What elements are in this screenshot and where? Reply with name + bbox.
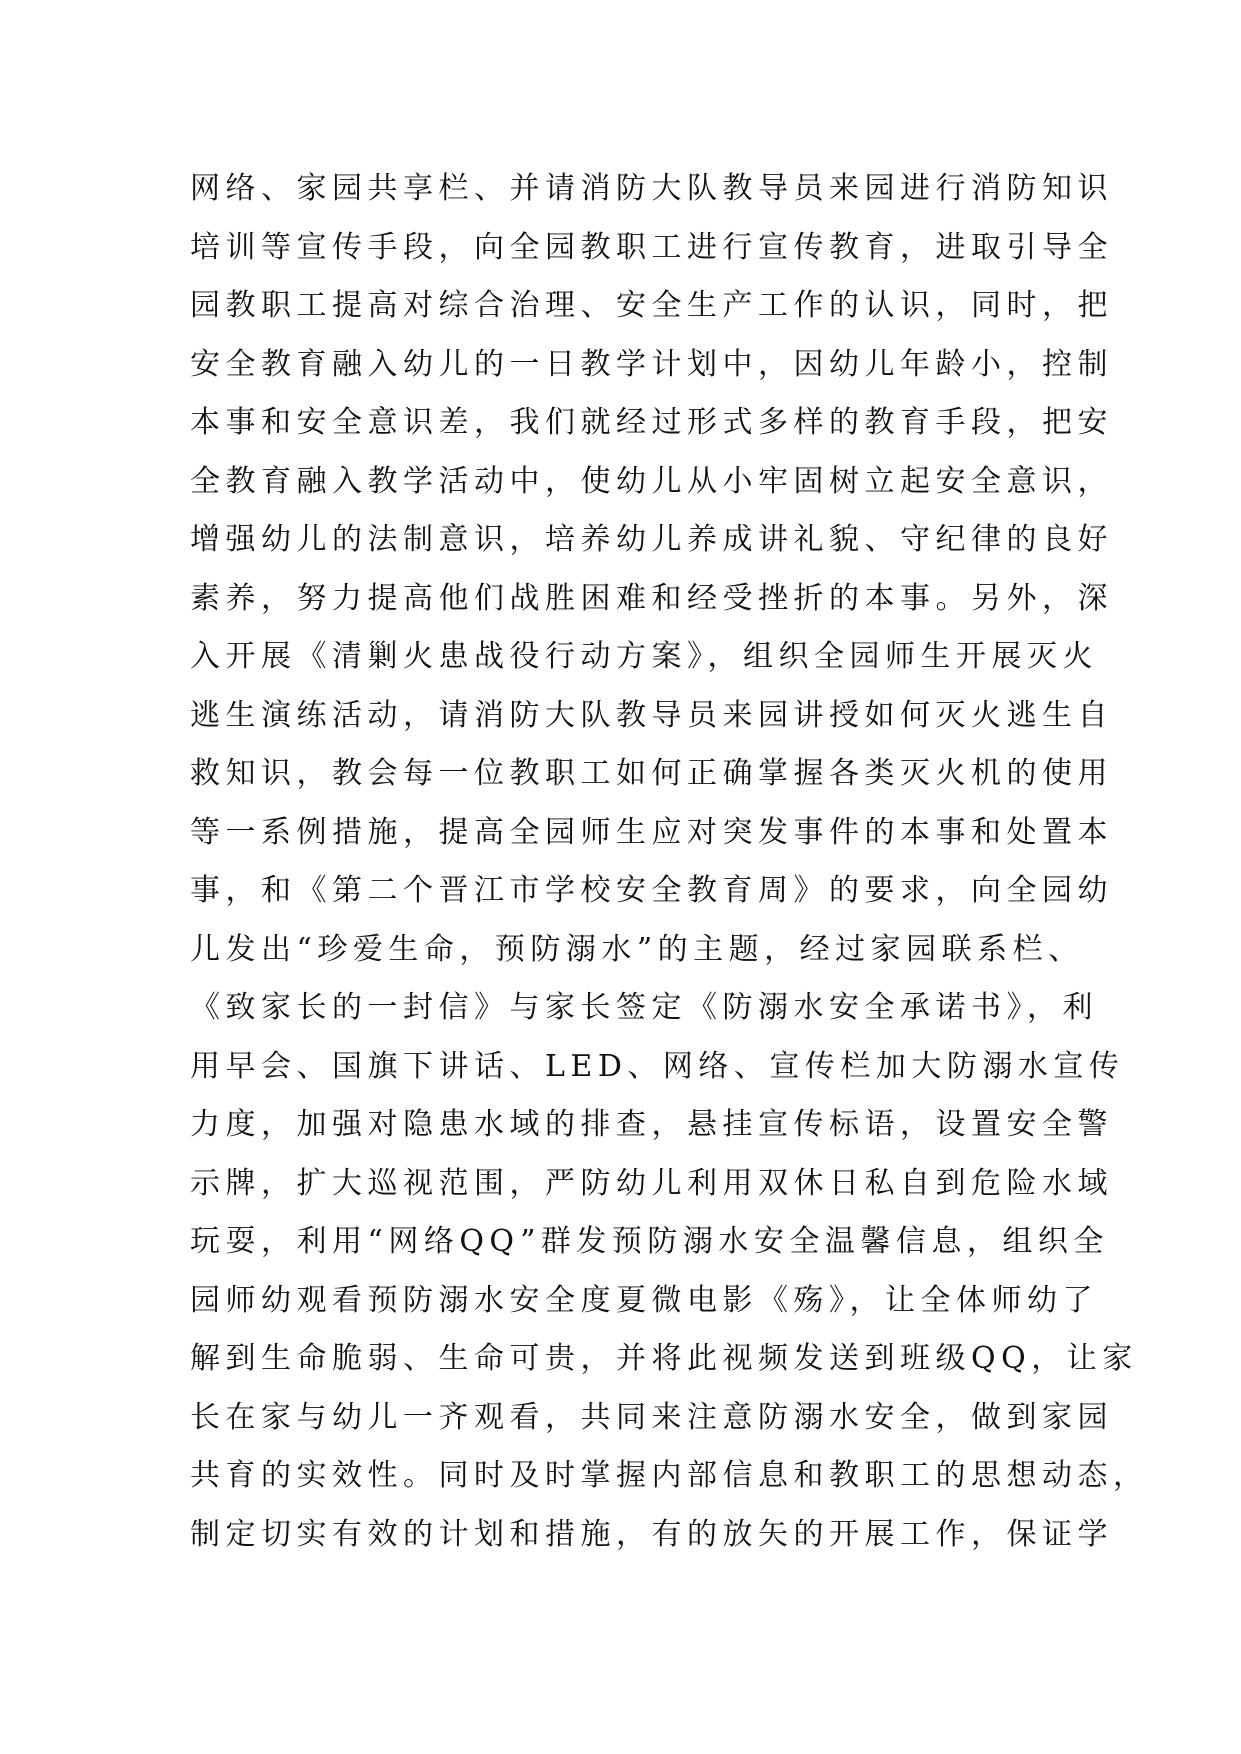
text-line: 事，和《第二个晋江市学校安全教育周》的要求，向全园幼 (190, 873, 1113, 908)
text-line: 解到生命脆弱、生命可贵，并将此视频发送到班级QQ，让家 (190, 1341, 1138, 1376)
text-line: 入开展《清剿火患战役行动方案》，组织全园师生开展灭火 (190, 639, 1098, 674)
text-line: 逃生演练活动，请消防大队教导员来园讲授如何灭火逃生自 (190, 697, 1113, 733)
text-line: 长在家与幼儿一齐观看，共同来注意防溺水安全，做到家园 (190, 1399, 1113, 1435)
text-line: 等一系例措施，提高全园师生应对突发事件的本事和处置本 (190, 814, 1113, 850)
text-line: 《致家长的一封信》与家长签定《防溺水安全承诺书》，利 (190, 990, 1098, 1025)
text-line: 示牌，扩大巡视范围，严防幼儿利用双休日私自到危险水域 (190, 1165, 1113, 1201)
text-line: 救知识，教会每一位教职工如何正确掌握各类灭火机的使用 (190, 756, 1113, 791)
text-line: 增强幼儿的法制意识，培养幼儿养成讲礼貌、守纪律的良好 (190, 522, 1113, 557)
text-line: 园教职工提高对综合治理、安全生产工作的认识，同时，把 (190, 288, 1113, 323)
body-paragraph (190, 160, 1149, 1564)
text-line: 培训等宣传手段，向全园教职工进行宣传教育，进取引导全 (190, 229, 1113, 265)
text-line: 园师幼观看预防溺水安全度夏微电影《殇》，让全体师幼了 (190, 1282, 1098, 1318)
text-line: 力度，加强对隐患水域的排查，悬挂宣传标语，设置安全警 (190, 1107, 1113, 1142)
text-line: 儿发出“珍爱生命，预防溺水”的主题，经过家园联系栏、 (190, 931, 1084, 967)
text-line: 网络、家园共享栏、并请消防大队教导员来园进行消防知识 (190, 171, 1113, 206)
text-line: 安全教育融入幼儿的一日教学计划中，因幼儿年龄小，控制 (190, 346, 1113, 382)
text-line: 制定切实有效的计划和措施，有的放矢的开展工作，保证学 (190, 1516, 1113, 1552)
text-line: 本事和安全意识差，我们就经过形式多样的教育手段，把安 (190, 405, 1113, 440)
text-line: 用早会、国旗下讲话、LED、网络、宣传栏加大防溺水宣传 (190, 1048, 1125, 1084)
text-line: 素养，努力提高他们战胜困难和经受挫折的本事。另外，深 (190, 580, 1113, 616)
text-line: 玩耍，利用“网络QQ”群发预防溺水安全温馨信息，组织全 (190, 1224, 1109, 1259)
text-line: 全教育融入教学活动中，使幼儿从小牢固树立起安全意识， (190, 463, 1113, 499)
text-line: 共育的实效性。同时及时掌握内部信息和教职工的思想动态， (190, 1458, 1149, 1493)
